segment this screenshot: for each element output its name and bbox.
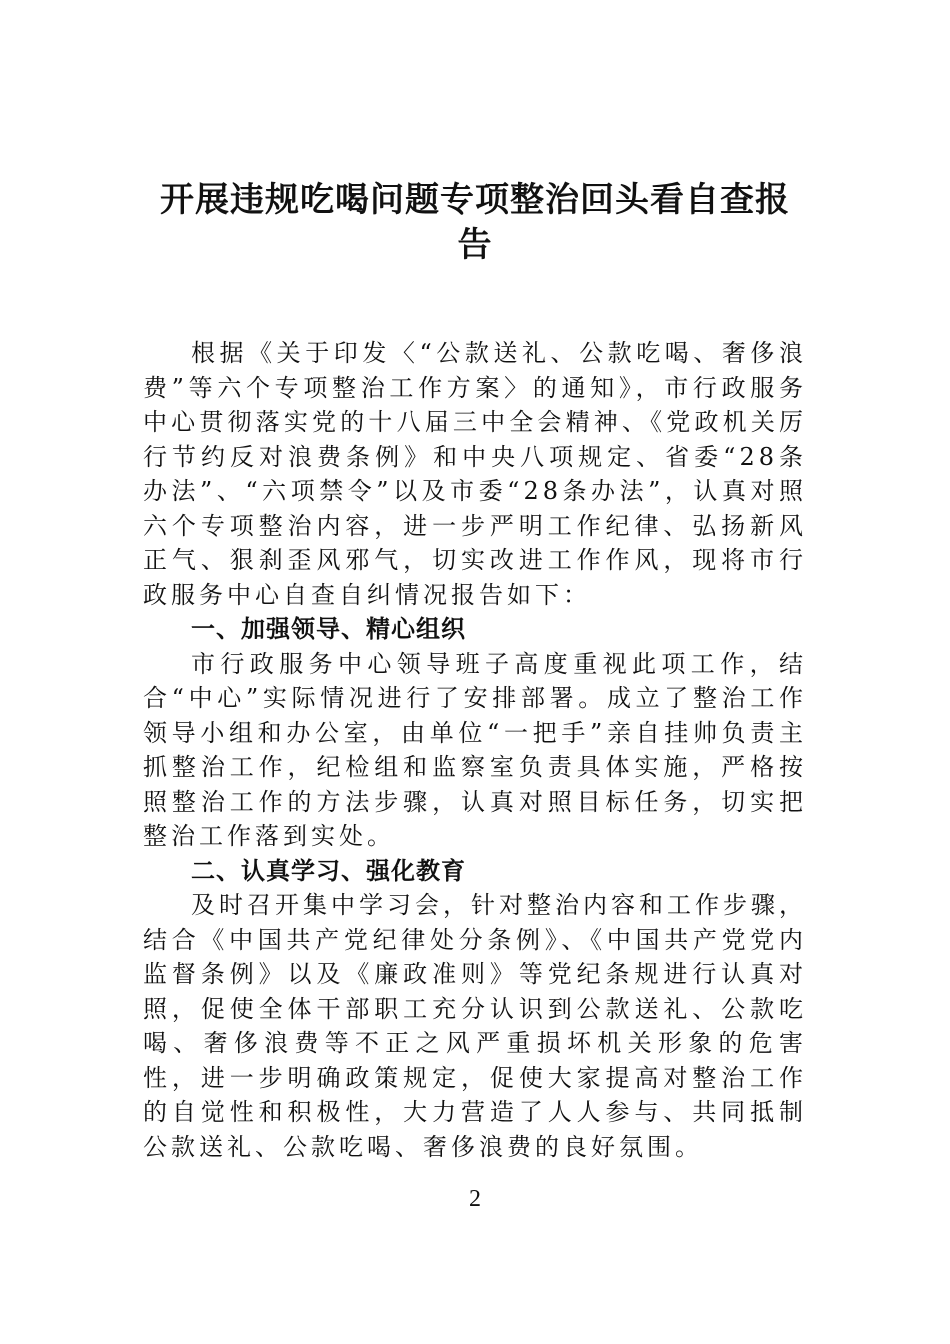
section-paragraph-1: 市行政服务中心领导班子高度重视此项工作，结合“中心”实际情况进行了安排部署。成立了整治工作领导小组和办公室，由单位“一把手”亲自挂帅负责主抓整治工作，纪检组和监察室负责具体实施，严格按照整治工作的方法步骤，认真对照目标任务，切实把整治工作落到实处。 (143, 649, 807, 850)
intro-paragraph: 根据《关于印发〈“公款送礼、公款吃喝、奢侈浪费”等六个专项整治工作方案〉的通知》，市行政服务中心贯彻落实党的十八届三中全会精神、《党政机关厉行节约反对浪费条例》和中央八项规定、省委“28条办法”、“六项禁令”以及市委“28条办法”，认真对照六个专项整治内容，进一步严明工作纪律、弘扬新风正气、狠刹歪风邪气，切实改进工作作风，现将市行政服务中心自查自纠情况报告如下： (143, 339, 807, 609)
document-title: 开展违规吃喝问题专项整治回头看自查报 (160, 180, 790, 220)
section-heading-1: 一、加强领导、精心组织 (191, 615, 466, 643)
section-heading-2: 二、认真学习、强化教育 (191, 856, 466, 885)
section-paragraph-2: 及时召开集中学习会，针对整治内容和工作步骤，结合《中国共产党纪律处分条例》、《中国共产党党内监督条例》以及《廉政准则》等党纪条规进行认真对照，促使全体干部职工充分认识到公款送礼、公款吃喝、奢侈浪费等不正之风严重损坏机关形象的危害性，进一步明确政策规定，促使大家提高对整治工作的自觉性和积极性，大力营造了人人参与、共同抵制公款送礼、公款吃喝、奢侈浪费的良好氛围。 (143, 891, 807, 1161)
document-body (143, 336, 807, 1164)
page-number: 2 (469, 1186, 481, 1212)
document-title-continued: 告 (457, 225, 493, 265)
